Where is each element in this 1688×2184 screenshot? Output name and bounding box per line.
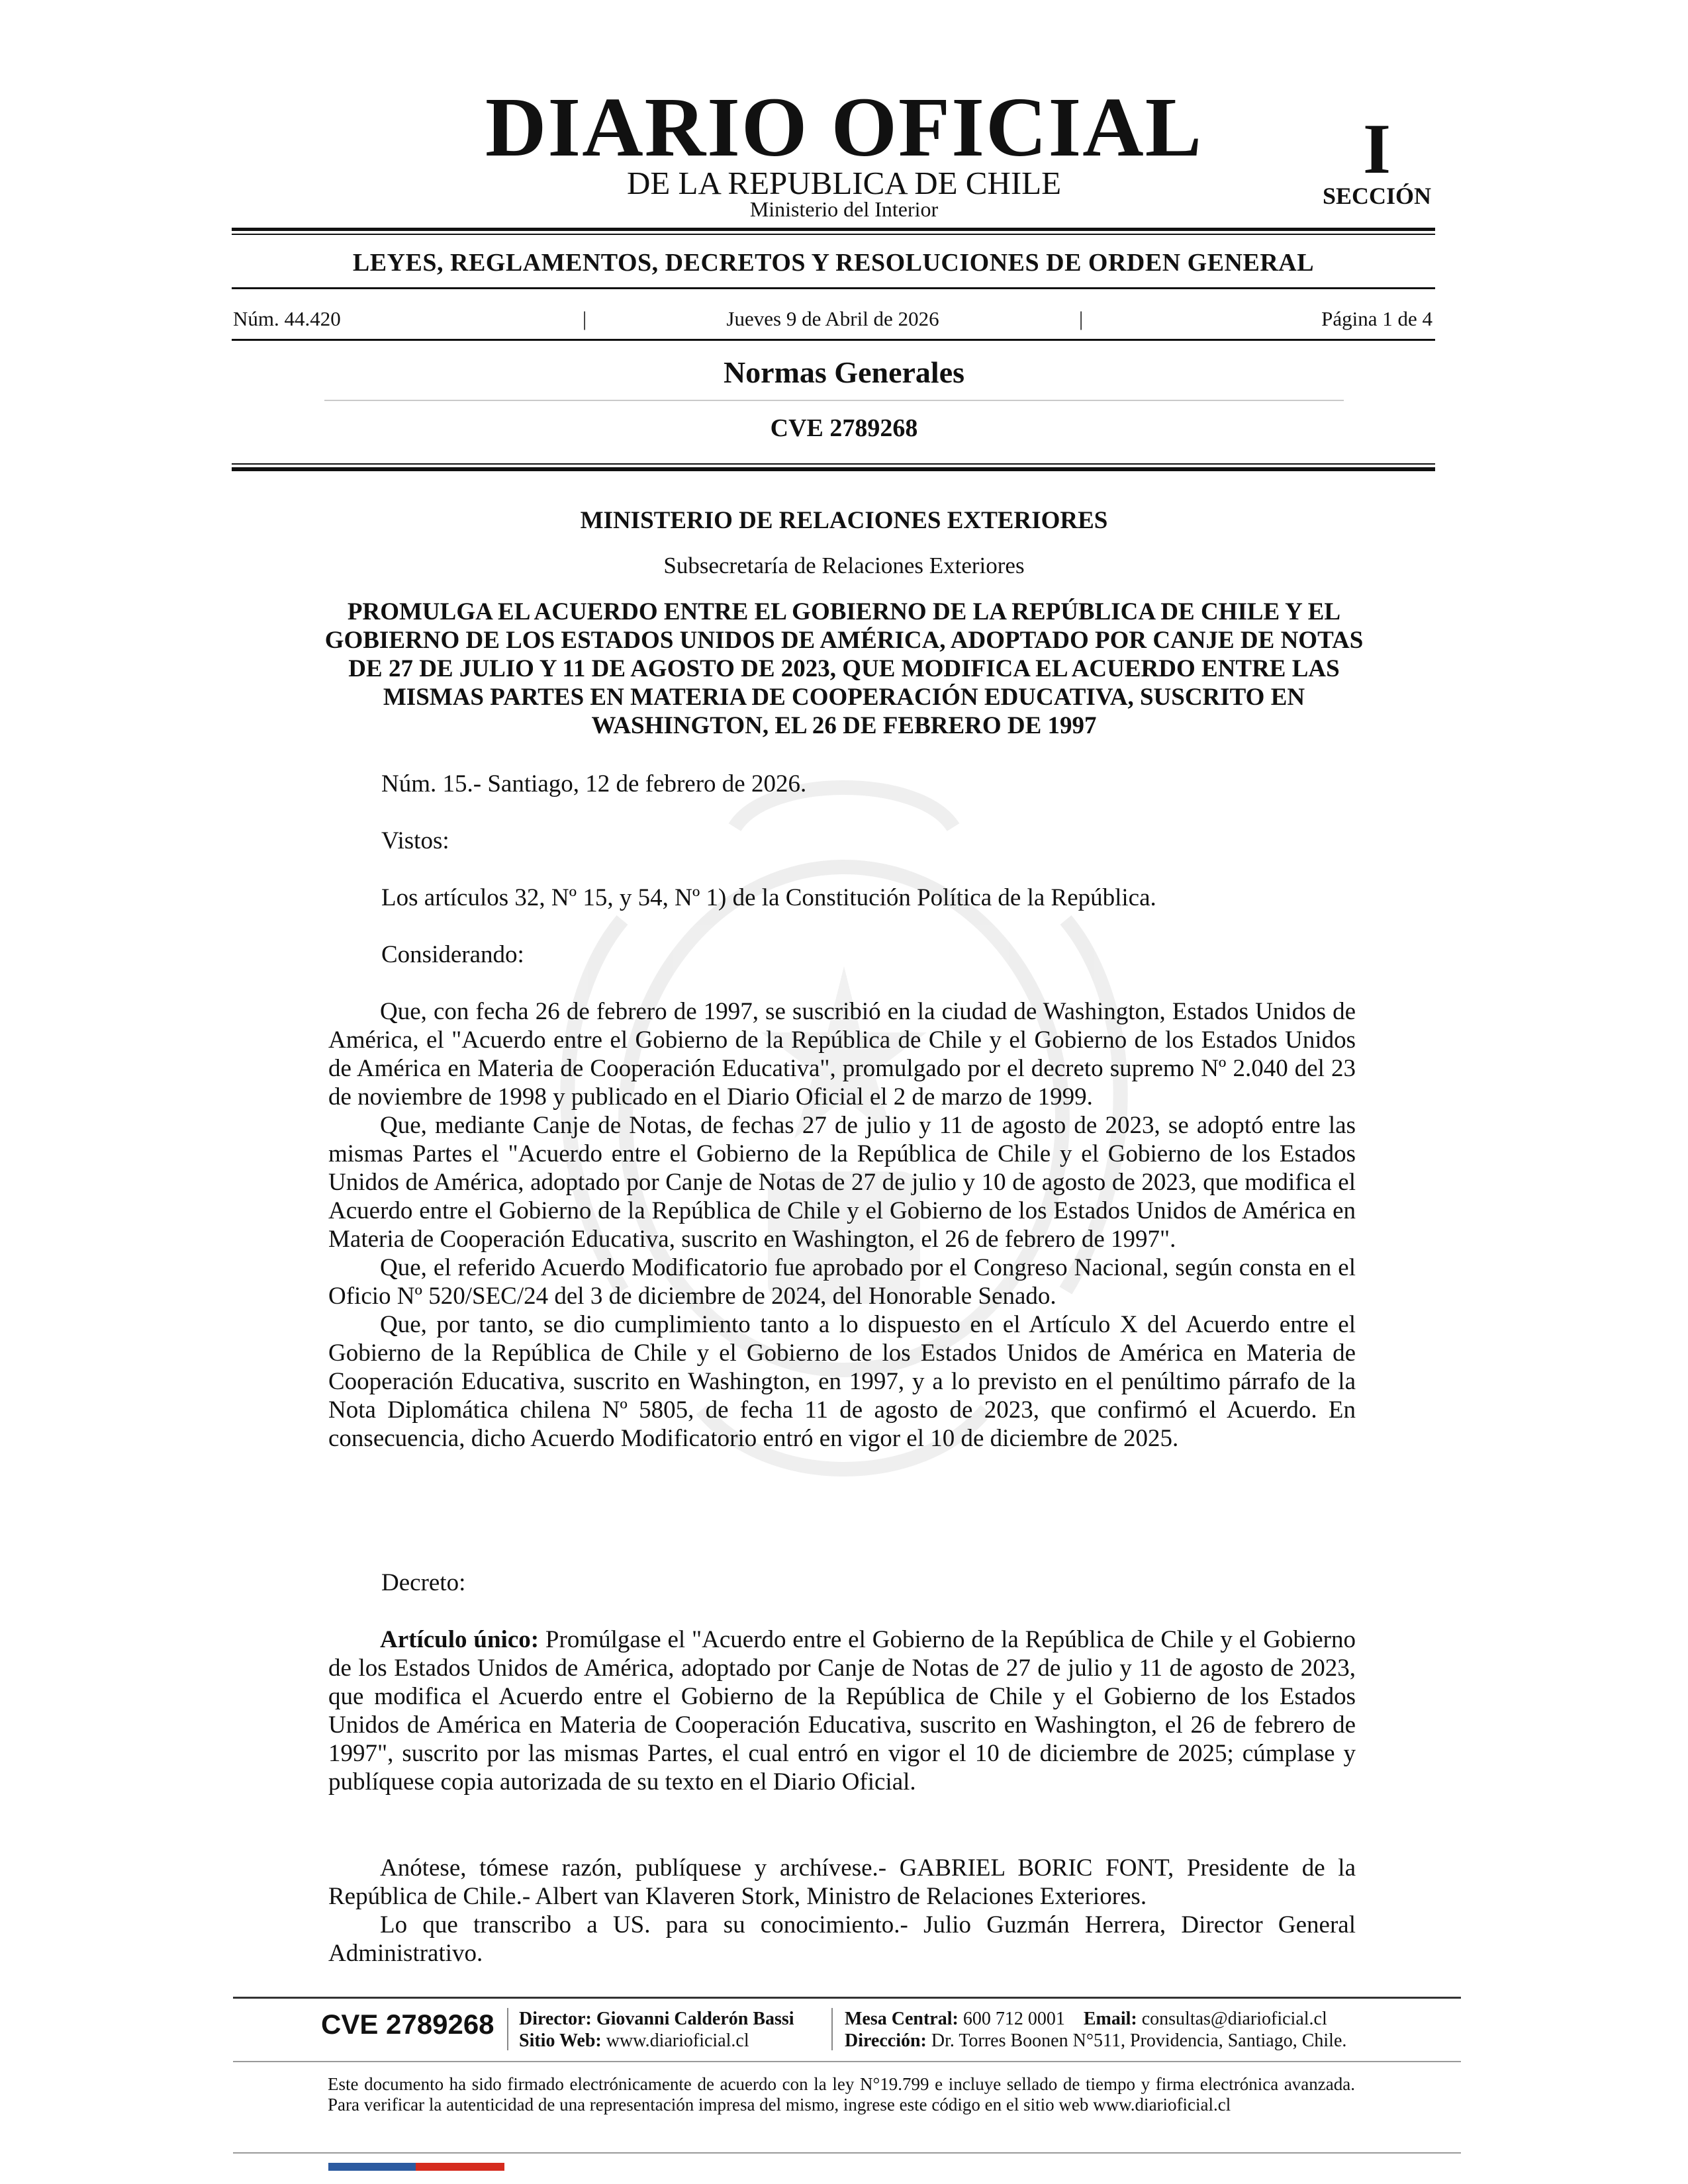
decree-title: PROMULGA EL ACUERDO ENTRE EL GOBIERNO DE LA REPÚBLICA DE CHILE Y EL GOBIERNO DE LOS ESTADOS UNIDOS DE AMÉRICA, ADOPTADO POR CANJE DE NOTAS DE 27 DE JULIO Y 11 DE AGOSTO DE 2023, QUE MODIFICA EL ACUERDO ENTRE LAS MISMAS PARTES EN MATERIA DE COOPERACIÓN EDUCATIVA, SUSCRITO EN WASHINGTON, EL 26 DE FEBRERO DE 1997 — [324, 598, 1364, 739]
issue-meta-row — [233, 306, 1432, 332]
page-indicator: Página 1 de 4 — [1321, 307, 1432, 330]
flag-stripe-red — [416, 2163, 504, 2171]
mesa-phone: 600 712 0001 — [962, 2009, 1065, 2029]
rule-thin — [232, 463, 1435, 465]
director-name: Giovanni Calderón Bassi — [596, 2009, 794, 2029]
considerando-block — [328, 997, 1356, 1453]
vistos-label: Vistos: — [381, 827, 449, 854]
cve-header: CVE 2789268 — [770, 414, 918, 442]
issue-date: Jueves 9 de Abril de 2026 — [726, 307, 939, 330]
section-title: Normas Generales — [723, 355, 965, 389]
footer-divider — [507, 2008, 508, 2050]
considerando-paragraph: Que, con fecha 26 de febrero de 1997, se suscribió en la ciudad de Washington, Estados Unidos de América, el "Acuerdo entre el Gobierno de la República de Chile y el Gobierno de los Estados Unidos de América en Materia de Cooperación Educativa", promulgado por el decreto supremo Nº 2.040 del 23 de noviembre de 1998 y publicado en el Diario Oficial el 2 de marzo de 1999. — [328, 998, 1356, 1111]
rule-thick — [232, 467, 1435, 471]
articulo-label: Artículo único: — [380, 1626, 539, 1653]
banner-rule — [232, 287, 1435, 289]
considerando-paragraph: Que, por tanto, se dio cumplimiento tanto a lo dispuesto en el Artículo X del Acuerdo entre el Gobierno de la República de Chile y el Gobierno de los Estados Unidos de América en Materia de Cooperación Educativa, suscrito en Washington, en 1997, y a lo previsto en el penúltimo párrafo de la Nota Diplomática chilena Nº 5805, de fecha 11 de agosto de 2023, que confirmó el Acuerdo. En consecuencia, dicho Acuerdo Modificatorio entró en vigor el 10 de diciembre de 2025. — [328, 1311, 1356, 1452]
articulo-block — [328, 1625, 1356, 1796]
meta-rule — [232, 339, 1435, 341]
footer-rule-thin — [233, 2061, 1461, 2062]
footer-director-block — [519, 2008, 794, 2052]
email-address[interactable]: consultas@diarioficial.cl — [1141, 2009, 1327, 2029]
mesa-label: Mesa Central: — [845, 2009, 959, 2029]
masthead-subtitle: DE LA REPUBLICA DE CHILE — [626, 165, 1062, 201]
articulo-text: Promúlgase el "Acuerdo entre el Gobierno de la República de Chile y el Gobierno de los Estados Unidos de América, adoptado por Canje de Notas de 27 de julio y 11 de agosto de 2023, que modifica el Acuerdo entre el Gobierno de la República de Chile y el Gobierno de los Estados Unidos de América en Materia de Cooperación Educativa, suscrito en Washington, el 26 de febrero de 1997", suscrito por las mismas Partes, el cual entró en vigor el 10 de diciembre de 2025; cúmplase y publíquese copia autorizada de su texto en el Diario Oficial. — [328, 1626, 1356, 1796]
ministry-name: MINISTERIO DE RELACIONES EXTERIORES — [580, 507, 1108, 534]
address-text: Dr. Torres Boonen N°511, Providencia, Santiago, Chile. — [931, 2030, 1347, 2051]
decreto-label: Decreto: — [381, 1569, 466, 1596]
section-divider — [324, 400, 1344, 401]
decree-number: Núm. 15.- Santiago, 12 de febrero de 2026. — [381, 770, 807, 797]
director-label: Director: — [519, 2009, 592, 2029]
footer-bottom-rule — [233, 2152, 1461, 2154]
flag-stripe-blue — [328, 2163, 416, 2171]
footer-divider — [831, 2008, 833, 2050]
footer-rule — [233, 1997, 1461, 1999]
masthead-ministry: Ministerio del Interior — [749, 197, 939, 221]
rule-top-thin — [232, 234, 1435, 235]
closing-transcription: Lo que transcribo a US. para su conocimiento.- Julio Guzmán Herrera, Director General Administrativo. — [328, 1911, 1356, 1967]
considerando-paragraph: Que, el referido Acuerdo Modificatorio fue aprobado por el Congreso Nacional, según consta en el Oficio Nº 520/SEC/24 del 3 de diciembre de 2024, del Honorable Senado. — [328, 1254, 1356, 1310]
site-url[interactable]: www.diarioficial.cl — [606, 2030, 749, 2051]
considerando-paragraph: Que, mediante Canje de Notas, de fechas 27 de julio y 11 de agosto de 2023, se adoptó entre las mismas Partes el "Acuerdo entre el Gobierno de la República de Chile y el Gobierno de los Estados Unidos de América, adoptado por Canje de Notas de 27 de julio y 10 de agosto de 2023, que modifica el Acuerdo entre el Gobierno de la República de Chile y el Gobierno de los Estados Unidos de América en Materia de Cooperación Educativa, suscrito en Washington, el 26 de febrero de 1997". — [328, 1112, 1356, 1253]
closing-block — [328, 1854, 1356, 1968]
masthead-title: DIARIO OFICIAL — [485, 80, 1203, 174]
footer-contact-block — [845, 2008, 1346, 2052]
section-label: SECCIÓN — [1322, 183, 1432, 209]
vistos-text: Los artículos 32, Nº 15, y 54, Nº 1) de la Constitución Política de la República. — [381, 884, 1156, 911]
subsecretaria: Subsecretaría de Relaciones Exteriores — [663, 553, 1025, 578]
meta-separator: | — [1079, 307, 1084, 330]
issue-number: Núm. 44.420 — [233, 307, 341, 330]
considerando-label: Considerando: — [381, 941, 524, 968]
section-number: I — [1362, 110, 1391, 189]
footer-cve: CVE 2789268 — [321, 2009, 494, 2040]
site-label: Sitio Web: — [519, 2030, 602, 2051]
closing-signatures: Anótese, tómese razón, publíquese y archívese.- GABRIEL BORIC FONT, Presidente de la República de Chile.- Albert van Klaveren Stork, Ministro de Relaciones Exteriores. — [328, 1854, 1356, 1910]
double-rule-top — [232, 228, 1435, 231]
banner-title: LEYES, REGLAMENTOS, DECRETOS Y RESOLUCIONES DE ORDEN GENERAL — [352, 249, 1315, 277]
meta-separator: | — [583, 307, 587, 330]
address-label: Dirección: — [845, 2030, 927, 2051]
email-label: Email: — [1083, 2009, 1137, 2029]
electronic-signature-note: Este documento ha sido firmado electrónicamente de acuerdo con la ley N°19.799 e incluye sellado de tiempo y firma electrónica avanzada. Para verificar la autenticidad de una representación impresa del mismo, ingrese este código en el sitio web www.diarioficial.cl — [328, 2074, 1355, 2115]
